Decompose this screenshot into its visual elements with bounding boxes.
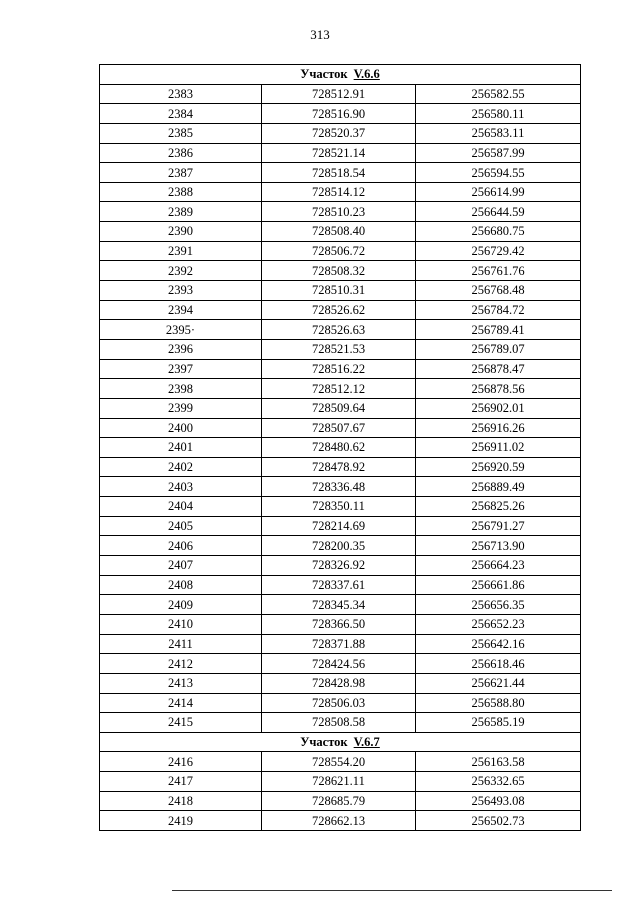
point-number-cell: 2414 — [100, 693, 262, 713]
y-coordinate-cell: 256889.49 — [416, 477, 581, 497]
y-coordinate-cell: 256332.65 — [416, 772, 581, 792]
y-coordinate-cell: 256729.42 — [416, 241, 581, 261]
table-row — [100, 123, 581, 143]
y-coordinate-cell: 256791.27 — [416, 516, 581, 536]
x-coordinate-cell: 728200.35 — [262, 536, 416, 556]
y-coordinate-cell: 256920.59 — [416, 457, 581, 477]
x-coordinate-cell: 728336.48 — [262, 477, 416, 497]
table-row — [100, 654, 581, 674]
point-number-cell: 2417 — [100, 772, 262, 792]
page-edge-line — [172, 890, 612, 891]
x-coordinate-cell: 728371.88 — [262, 634, 416, 654]
y-coordinate-cell: 256911.02 — [416, 438, 581, 458]
point-number-cell: 2409 — [100, 595, 262, 615]
table-row — [100, 104, 581, 124]
table-row — [100, 516, 581, 536]
section-code: V.6.6 — [353, 67, 380, 82]
point-number-cell: 2395· — [100, 320, 262, 340]
point-number-cell: 2398 — [100, 379, 262, 399]
point-number-cell: 2383 — [100, 84, 262, 104]
x-coordinate-cell: 728516.22 — [262, 359, 416, 379]
x-coordinate-cell: 728350.11 — [262, 497, 416, 517]
y-coordinate-cell: 256163.58 — [416, 752, 581, 772]
table-row — [100, 673, 581, 693]
table-row — [100, 693, 581, 713]
x-coordinate-cell: 728366.50 — [262, 614, 416, 634]
y-coordinate-cell: 256580.11 — [416, 104, 581, 124]
point-number-cell: 2385 — [100, 123, 262, 143]
x-coordinate-cell: 728521.53 — [262, 339, 416, 359]
x-coordinate-cell: 728428.98 — [262, 673, 416, 693]
y-coordinate-cell: 256502.73 — [416, 811, 581, 831]
table-row — [100, 202, 581, 222]
y-coordinate-cell: 256878.47 — [416, 359, 581, 379]
table-row — [100, 418, 581, 438]
table-row — [100, 339, 581, 359]
y-coordinate-cell: 256902.01 — [416, 398, 581, 418]
y-coordinate-cell: 256768.48 — [416, 281, 581, 301]
y-coordinate-cell: 256583.11 — [416, 123, 581, 143]
x-coordinate-cell: 728512.91 — [262, 84, 416, 104]
table-row — [100, 300, 581, 320]
y-coordinate-cell: 256878.56 — [416, 379, 581, 399]
y-coordinate-cell: 256789.07 — [416, 339, 581, 359]
x-coordinate-cell: 728662.13 — [262, 811, 416, 831]
y-coordinate-cell: 256621.44 — [416, 673, 581, 693]
x-coordinate-cell: 728521.14 — [262, 143, 416, 163]
point-number-cell: 2390 — [100, 222, 262, 242]
y-coordinate-cell: 256713.90 — [416, 536, 581, 556]
point-number-cell: 2386 — [100, 143, 262, 163]
table-row — [100, 752, 581, 772]
table-row — [100, 438, 581, 458]
section-label: Участок — [300, 735, 348, 750]
point-number-cell: 2407 — [100, 556, 262, 576]
table-row — [100, 497, 581, 517]
table-row — [100, 614, 581, 634]
section-header — [100, 65, 581, 85]
x-coordinate-cell: 728512.12 — [262, 379, 416, 399]
point-number-cell: 2412 — [100, 654, 262, 674]
y-coordinate-cell: 256642.16 — [416, 634, 581, 654]
section-label: Участок — [300, 67, 348, 82]
x-coordinate-cell: 728554.20 — [262, 752, 416, 772]
point-number-cell: 2394 — [100, 300, 262, 320]
point-number-cell: 2392 — [100, 261, 262, 281]
table-row — [100, 281, 581, 301]
y-coordinate-cell: 256585.19 — [416, 713, 581, 733]
y-coordinate-cell: 256825.26 — [416, 497, 581, 517]
table-row — [100, 575, 581, 595]
page-number: 313 — [310, 27, 330, 42]
table-row — [100, 182, 581, 202]
x-coordinate-cell: 728507.67 — [262, 418, 416, 438]
table-row — [100, 634, 581, 654]
x-coordinate-cell: 728480.62 — [262, 438, 416, 458]
coordinates-table-body — [100, 65, 581, 831]
section-code: V.6.7 — [353, 735, 380, 750]
coordinates-table — [99, 64, 581, 831]
x-coordinate-cell: 728518.54 — [262, 163, 416, 183]
point-number-cell: 2388 — [100, 182, 262, 202]
table-row — [100, 477, 581, 497]
table-row — [100, 791, 581, 811]
point-number-cell: 2419 — [100, 811, 262, 831]
point-number-cell: 2391 — [100, 241, 262, 261]
x-coordinate-cell: 728337.61 — [262, 575, 416, 595]
x-coordinate-cell: 728345.34 — [262, 595, 416, 615]
y-coordinate-cell: 256761.76 — [416, 261, 581, 281]
table-row — [100, 713, 581, 733]
y-coordinate-cell: 256493.08 — [416, 791, 581, 811]
x-coordinate-cell: 728478.92 — [262, 457, 416, 477]
x-coordinate-cell: 728621.11 — [262, 772, 416, 792]
x-coordinate-cell: 728685.79 — [262, 791, 416, 811]
y-coordinate-cell: 256614.99 — [416, 182, 581, 202]
y-coordinate-cell: 256594.55 — [416, 163, 581, 183]
point-number-cell: 2401 — [100, 438, 262, 458]
section-header — [100, 732, 581, 752]
y-coordinate-cell: 256680.75 — [416, 222, 581, 242]
x-coordinate-cell: 728326.92 — [262, 556, 416, 576]
y-coordinate-cell: 256656.35 — [416, 595, 581, 615]
x-coordinate-cell: 728510.23 — [262, 202, 416, 222]
x-coordinate-cell: 728424.56 — [262, 654, 416, 674]
x-coordinate-cell: 728214.69 — [262, 516, 416, 536]
table-row — [100, 261, 581, 281]
table-row — [100, 359, 581, 379]
table-row — [100, 320, 581, 340]
x-coordinate-cell: 728508.40 — [262, 222, 416, 242]
table-row — [100, 398, 581, 418]
point-number-cell: 2415 — [100, 713, 262, 733]
point-number-cell: 2418 — [100, 791, 262, 811]
x-coordinate-cell: 728514.12 — [262, 182, 416, 202]
y-coordinate-cell: 256784.72 — [416, 300, 581, 320]
point-number-cell: 2406 — [100, 536, 262, 556]
point-number-cell: 2399 — [100, 398, 262, 418]
table-row — [100, 772, 581, 792]
table-row — [100, 143, 581, 163]
table-row — [100, 241, 581, 261]
table-row — [100, 457, 581, 477]
x-coordinate-cell: 728520.37 — [262, 123, 416, 143]
table-row — [100, 811, 581, 831]
y-coordinate-cell: 256587.99 — [416, 143, 581, 163]
point-number-cell: 2389 — [100, 202, 262, 222]
point-number-cell: 2393 — [100, 281, 262, 301]
x-coordinate-cell: 728526.63 — [262, 320, 416, 340]
section-header-row — [100, 65, 581, 85]
table-row — [100, 536, 581, 556]
y-coordinate-cell: 256644.59 — [416, 202, 581, 222]
y-coordinate-cell: 256661.86 — [416, 575, 581, 595]
x-coordinate-cell: 728506.03 — [262, 693, 416, 713]
x-coordinate-cell: 728509.64 — [262, 398, 416, 418]
y-coordinate-cell: 256789.41 — [416, 320, 581, 340]
point-number-cell: 2410 — [100, 614, 262, 634]
x-coordinate-cell: 728516.90 — [262, 104, 416, 124]
point-number-cell: 2416 — [100, 752, 262, 772]
table-row — [100, 222, 581, 242]
point-number-cell: 2405 — [100, 516, 262, 536]
point-number-cell: 2396 — [100, 339, 262, 359]
x-coordinate-cell: 728506.72 — [262, 241, 416, 261]
point-number-cell: 2400 — [100, 418, 262, 438]
point-number-cell: 2408 — [100, 575, 262, 595]
point-number-cell: 2402 — [100, 457, 262, 477]
point-number-cell: 2403 — [100, 477, 262, 497]
table-row — [100, 84, 581, 104]
section-header-row — [100, 732, 581, 752]
table-row — [100, 163, 581, 183]
y-coordinate-cell: 256652.23 — [416, 614, 581, 634]
point-number-cell: 2387 — [100, 163, 262, 183]
y-coordinate-cell: 256916.26 — [416, 418, 581, 438]
table-row — [100, 595, 581, 615]
table-row — [100, 379, 581, 399]
y-coordinate-cell: 256582.55 — [416, 84, 581, 104]
point-number-cell: 2413 — [100, 673, 262, 693]
y-coordinate-cell: 256664.23 — [416, 556, 581, 576]
y-coordinate-cell: 256618.46 — [416, 654, 581, 674]
x-coordinate-cell: 728508.58 — [262, 713, 416, 733]
point-number-cell: 2404 — [100, 497, 262, 517]
x-coordinate-cell: 728526.62 — [262, 300, 416, 320]
x-coordinate-cell: 728510.31 — [262, 281, 416, 301]
point-number-cell: 2411 — [100, 634, 262, 654]
table-row — [100, 556, 581, 576]
point-number-cell: 2384 — [100, 104, 262, 124]
point-number-cell: 2397 — [100, 359, 262, 379]
y-coordinate-cell: 256588.80 — [416, 693, 581, 713]
x-coordinate-cell: 728508.32 — [262, 261, 416, 281]
